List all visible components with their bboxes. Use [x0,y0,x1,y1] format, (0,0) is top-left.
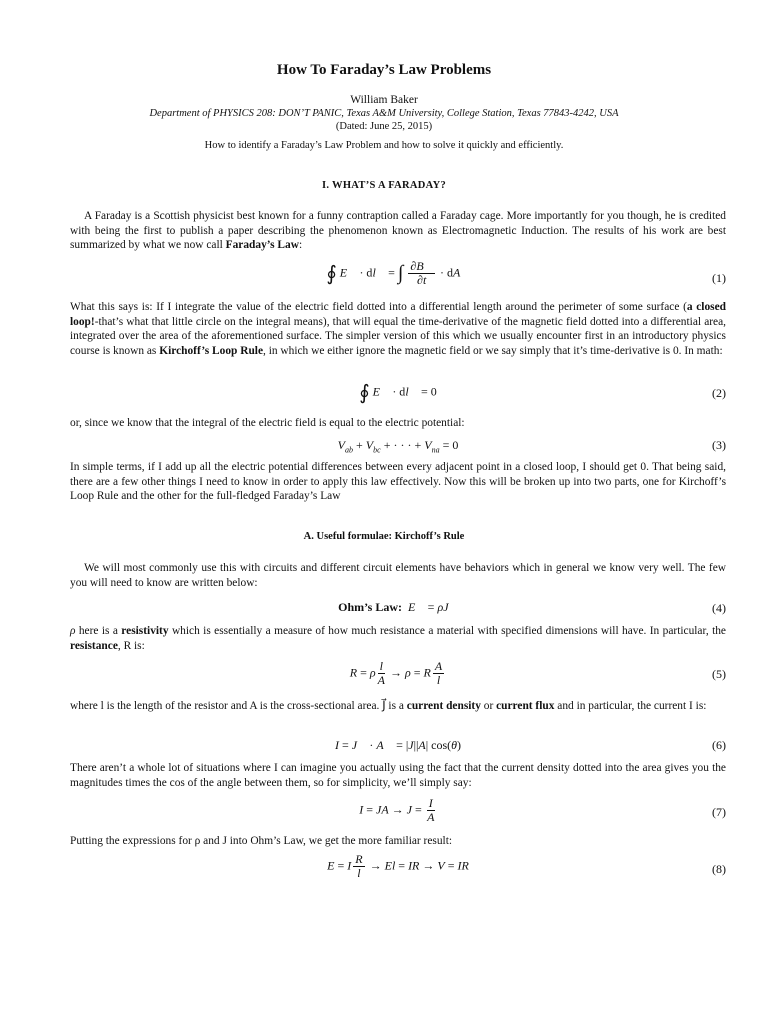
abstract: How to identify a Faraday’s Law Problem and how to solve it quickly and efficiently. [204,140,564,151]
equation-2: ∮ E⃗ · dl⃗ = 0 [359,382,437,404]
current-flux-term: current flux [496,700,555,712]
subsection-heading-a: A. Useful formulae: Kirchoff’s Rule [303,531,465,542]
resistivity-text: here is a [75,625,122,637]
current-density-text: where l is the length of the resistor and A is the cross-sectional area. J⃗ is a [70,700,407,712]
paragraph-current-density [70,699,726,714]
equation-4: Ohm’s Law: E⃗ = ρJ⃗ [338,600,458,614]
current-density-term: current density [406,700,481,712]
paragraph-resistivity: ρ here is a resistivity which is essentially a measure of how much resistance a material with specified dimensions will have. In particular, the resistance, R is: [70,625,726,652]
paragraph-simplicity: There aren’t a whole lot of situations where I can imagine you actually using the fact that the current density dotted into the area gives you the magnitudes times the cos of the angle between them, so for simplicity, we’ll simply say: [70,762,726,789]
intro-text: A Faraday is a Scottish physicist best known for a funny contraption called a Faraday cage. More importantly for you though, he is credited with being the first to publish a paper describing the phenomenon known as Electromagnetic Induction. The results of his work are best summarized by what we now call [70,210,726,252]
author-affiliation: Department of PHYSICS 208: DON’T PANIC, Texas A&M University, College Station, Texas 77843-4242, USA [149,108,619,119]
equation-number-6: (6) [712,738,726,752]
ohms-law-label: Ohm’s Law: [338,600,402,614]
equation-1: ∮ E⃗ · dl⃗ = ∫ $\frac{\partial B⃗}{\partial t}$ · dA⃗ [326,259,470,287]
equation-8: E = I $\frac{R}{l}$ → El = IR → V = IR [327,852,469,880]
resistance-term: resistance [70,639,118,652]
paragraph-intro [70,209,726,253]
paragraph-potential: or, since we know that the integral of the electric field is equal to the electric potential: [70,417,465,429]
equation-number-8: (8) [712,862,726,876]
current-density-text-3: and in particular, the current I is: [554,700,707,712]
equation-number-2: (2) [712,386,726,400]
section-heading-1: I. WHAT’S A FARADAY? [321,180,447,191]
equation-number-7: (7) [712,805,726,819]
paragraph-simple-terms: In simple terms, if I add up all the electric potential differences between every adjacent point in a closed loop, I should get 0. That being said, there are a few other things I need to know in order to apply this law effectively. Now this will be broken up into two parts, one for Kirchoff’s Loop Rule and the other for the full-fledged Faraday’s Law [70,461,726,503]
equation-number-1: (1) [712,271,726,285]
equation-number-5: (5) [712,667,726,681]
paragraph-explanation [70,300,726,358]
equation-number-4: (4) [712,601,726,615]
closed-loop-term: a closed loop! [70,301,726,328]
equation-6: I = J⃗ · A⃗ = |J||A| cos(θ) [334,738,462,752]
date-line: (Dated: June 25, 2015) [335,121,433,132]
explanation-text: What this says is: If I integrate the value of the electric field dotted into a differential length around the perimeter of some surface ( [70,301,687,313]
faradays-law-term: Faraday’s Law [225,239,299,252]
kirchoff-loop-rule-term: Kirchoff’s Loop Rule [159,344,263,357]
explanation-text-3: , in which we either ignore the magnetic field or we say simply that it’s time-derivative is 0. In math: [263,344,723,357]
resistivity-text-3: , R is: [117,639,145,652]
equation-number-3: (3) [712,438,726,452]
author-name: William Baker [350,94,418,106]
equation-3: $V_{ab} + V_{bc}$ + · · · + $V_{na} = 0$ [337,438,459,455]
intro-text-end: : [298,239,303,252]
explanation-text-2: -that’s what that little circle on the integral means), that will equal the time-derivative of the magnetic field dotted into a differential area, integrated over the area of the aforementioned surface. The simpler version of this which we usually encounter first in an introductory physics course is known as [70,315,726,357]
paragraph-ohms-result: Putting the expressions for ρ and J into Ohm’s Law, we get the more familiar result: [70,835,453,847]
resistivity-term: resistivity [121,625,169,637]
equation-5: R = ρ $\frac{l}{A}$ → ρ = R $\frac{A}{l}$ [349,659,443,687]
equation-7: I = JA → J = $\frac{I}{A}$ [359,796,435,824]
current-density-text-2: or [480,700,497,712]
paper-title: How To Faraday’s Law Problems [276,62,492,78]
resistivity-text-2: which is essentially a measure of how much resistance a material with specified dimensions will have. In particular, the [168,625,726,637]
paragraph-circuits: We will most commonly use this with circuits and different circuit elements have behaviors which in general we know very well. The few you will need to know are written below: [70,562,726,589]
